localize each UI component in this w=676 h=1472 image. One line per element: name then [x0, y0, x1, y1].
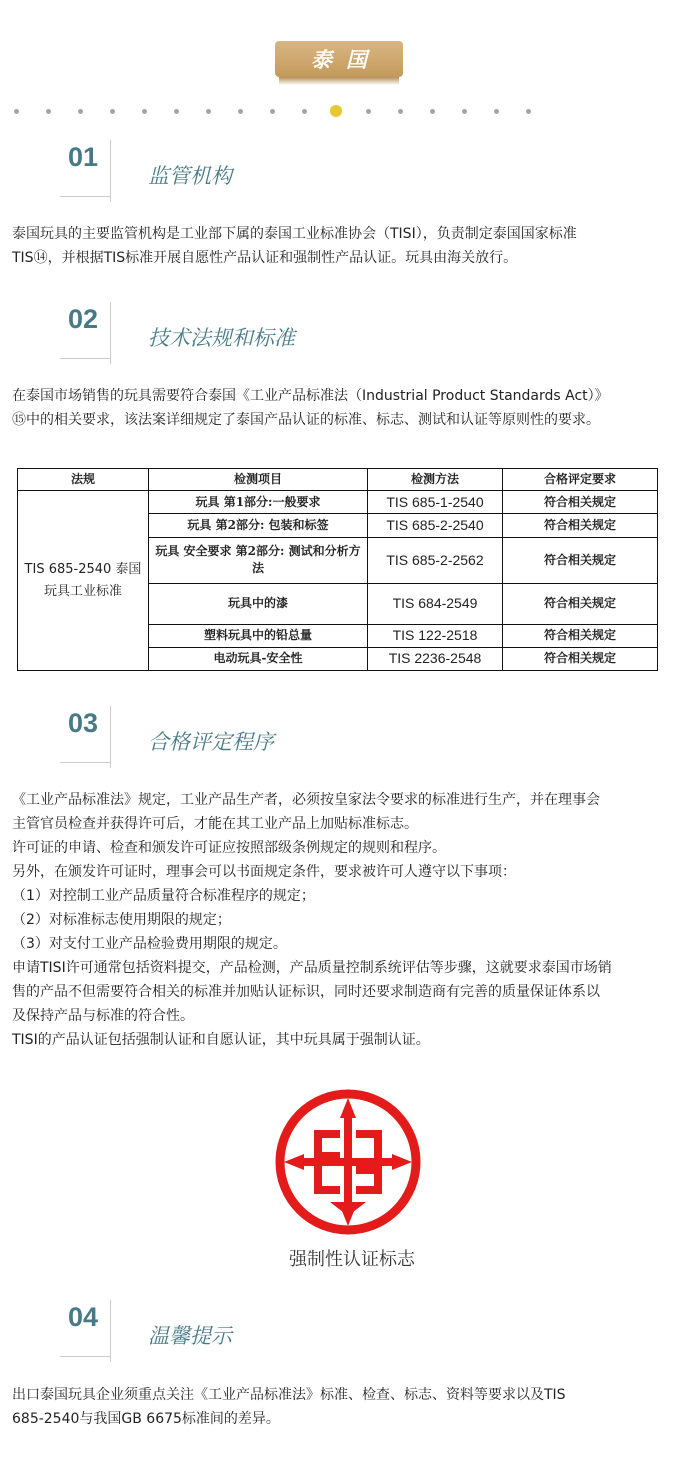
standards-table	[17, 468, 658, 671]
requirement-cell: 符合相关规定	[503, 624, 658, 647]
section-number: 04	[68, 1302, 99, 1332]
dot	[238, 109, 243, 114]
text-line: 出口泰国玩具企业须重点关注《工业产品标准法》标准、检查、标志、资料等要求以及TIS	[12, 1387, 566, 1403]
section-header-04	[60, 1300, 460, 1364]
text-line: 主管官员检查并获得许可后，才能在其工业产品上加贴标准标志。	[12, 816, 418, 832]
header-divider-vertical	[110, 1300, 111, 1362]
requirement-cell: 符合相关规定	[503, 647, 658, 670]
law-cell: TIS 685-2540 泰国玩具工业标准	[18, 491, 149, 671]
text-line: 申请TISI许可通常包括资料提交，产品检测，产品质量控制系统评估等步骤，这就要求泰国市场销	[12, 960, 612, 976]
dot	[302, 109, 307, 114]
test-item-cell: 玩具中的漆	[149, 584, 368, 624]
paragraph-conformity	[12, 788, 668, 1052]
text-line: 《工业产品标准法》规定，工业产品生产者，必须按皇家法令要求的标准进行生产，并在理事会	[12, 792, 600, 808]
dot	[494, 109, 499, 114]
country-banner: 泰国	[275, 41, 403, 77]
header-divider-horizontal	[60, 196, 110, 197]
header-divider-vertical	[110, 302, 111, 364]
paragraph-tips	[12, 1383, 668, 1431]
test-item-cell: 电动玩具-安全性	[149, 647, 368, 670]
test-method-cell: TIS 685-1-2540	[368, 491, 503, 514]
test-item-cell: 塑料玩具中的铅总量	[149, 624, 368, 647]
text-line: ⑮中的相关要求，该法案详细规定了泰国产品认证的标准、标志、测试和认证等原则性的要求。	[12, 412, 600, 428]
test-method-cell: TIS 685-2-2540	[368, 514, 503, 537]
test-item-cell: 玩具 第2部分: 包装和标签	[149, 514, 368, 537]
dot	[174, 109, 179, 114]
text-line: （2）对标准标志使用期限的规定；	[12, 912, 231, 928]
test-item-cell: 玩具 安全要求 第2部分: 测试和分析方法	[149, 537, 368, 583]
dot	[78, 109, 83, 114]
logo-caption: 强制性认证标志	[289, 1249, 415, 1270]
header-divider-horizontal	[60, 1356, 110, 1357]
text-line: （3）对支付工业产品检验费用期限的规定。	[12, 936, 287, 952]
tisi-logo-icon	[270, 1086, 430, 1236]
dot	[430, 109, 435, 114]
section-number: 03	[68, 708, 99, 738]
dot	[526, 109, 531, 114]
section-number: 02	[68, 304, 99, 334]
table-row	[18, 491, 658, 514]
test-item-cell: 玩具 第1部分:一般要求	[149, 491, 368, 514]
section-number: 01	[68, 142, 99, 172]
test-method-cell: TIS 2236-2548	[368, 647, 503, 670]
text-line: 另外，在颁发许可证时，理事会可以书面规定条件，要求被许可人遵守以下事项：	[12, 864, 516, 880]
section-title: 合格评定程序	[148, 730, 274, 754]
dot-divider	[0, 104, 676, 118]
section-header-03	[60, 706, 460, 770]
test-method-cell: TIS 684-2549	[368, 584, 503, 624]
section-header-02	[60, 302, 460, 366]
text-line: TIS⑭，并根据TIS标准开展自愿性产品认证和强制性产品认证。玩具由海关放行。	[12, 250, 518, 266]
requirement-cell: 符合相关规定	[503, 537, 658, 583]
text-line: TISI的产品认证包括强制认证和自愿认证，其中玩具属于强制认证。	[12, 1032, 430, 1048]
dot	[14, 109, 19, 114]
test-method-cell: TIS 685-2-2562	[368, 537, 503, 583]
text-line: 许可证的申请、检查和颁发许可证应按照部级条例规定的规则和程序。	[12, 840, 446, 856]
header-divider-horizontal	[60, 762, 110, 763]
table-header-row	[18, 469, 658, 491]
dot	[46, 109, 51, 114]
header-divider-vertical	[110, 140, 111, 202]
dot	[110, 109, 115, 114]
requirement-cell: 符合相关规定	[503, 514, 658, 537]
dot	[398, 109, 403, 114]
text-line: 及保持产品与标准的符合性。	[12, 1008, 194, 1024]
text-line: 在泰国市场销售的玩具需要符合泰国《工业产品标准法（Industrial Product Standards Act）》	[12, 388, 609, 404]
dot-active	[330, 105, 342, 117]
section-title: 监管机构	[148, 164, 232, 188]
dot	[270, 109, 275, 114]
paragraph-regulator	[12, 222, 668, 270]
table-header-cell: 合格评定要求	[503, 469, 658, 491]
test-method-cell: TIS 122-2518	[368, 624, 503, 647]
dot	[366, 109, 371, 114]
text-line: （1）对控制工业产品质量符合标准程序的规定；	[12, 888, 315, 904]
section-header-01	[60, 140, 460, 204]
requirement-cell: 符合相关规定	[503, 491, 658, 514]
section-title: 温馨提示	[148, 1324, 232, 1348]
header-divider-vertical	[110, 706, 111, 768]
text-line: 685-2540与我国GB 6675标准间的差异。	[12, 1411, 280, 1427]
dot	[462, 109, 467, 114]
section-title: 技术法规和标准	[148, 326, 295, 350]
dot	[142, 109, 147, 114]
text-line: 售的产品不但需要符合相关的标准并加贴认证标识，同时还要求制造商有完善的质量保证体系以	[12, 984, 600, 1000]
paragraph-regulations	[12, 384, 668, 432]
text-line: 泰国玩具的主要监管机构是工业部下属的泰国工业标准协会（TISI），负责制定泰国国家标准	[12, 226, 577, 242]
table-header-cell: 法规	[18, 469, 149, 491]
table-header-cell: 检测方法	[368, 469, 503, 491]
dot	[206, 109, 211, 114]
banner-shadow	[279, 77, 399, 85]
header-divider-horizontal	[60, 358, 110, 359]
table-header-cell: 检测项目	[149, 469, 368, 491]
requirement-cell: 符合相关规定	[503, 584, 658, 624]
